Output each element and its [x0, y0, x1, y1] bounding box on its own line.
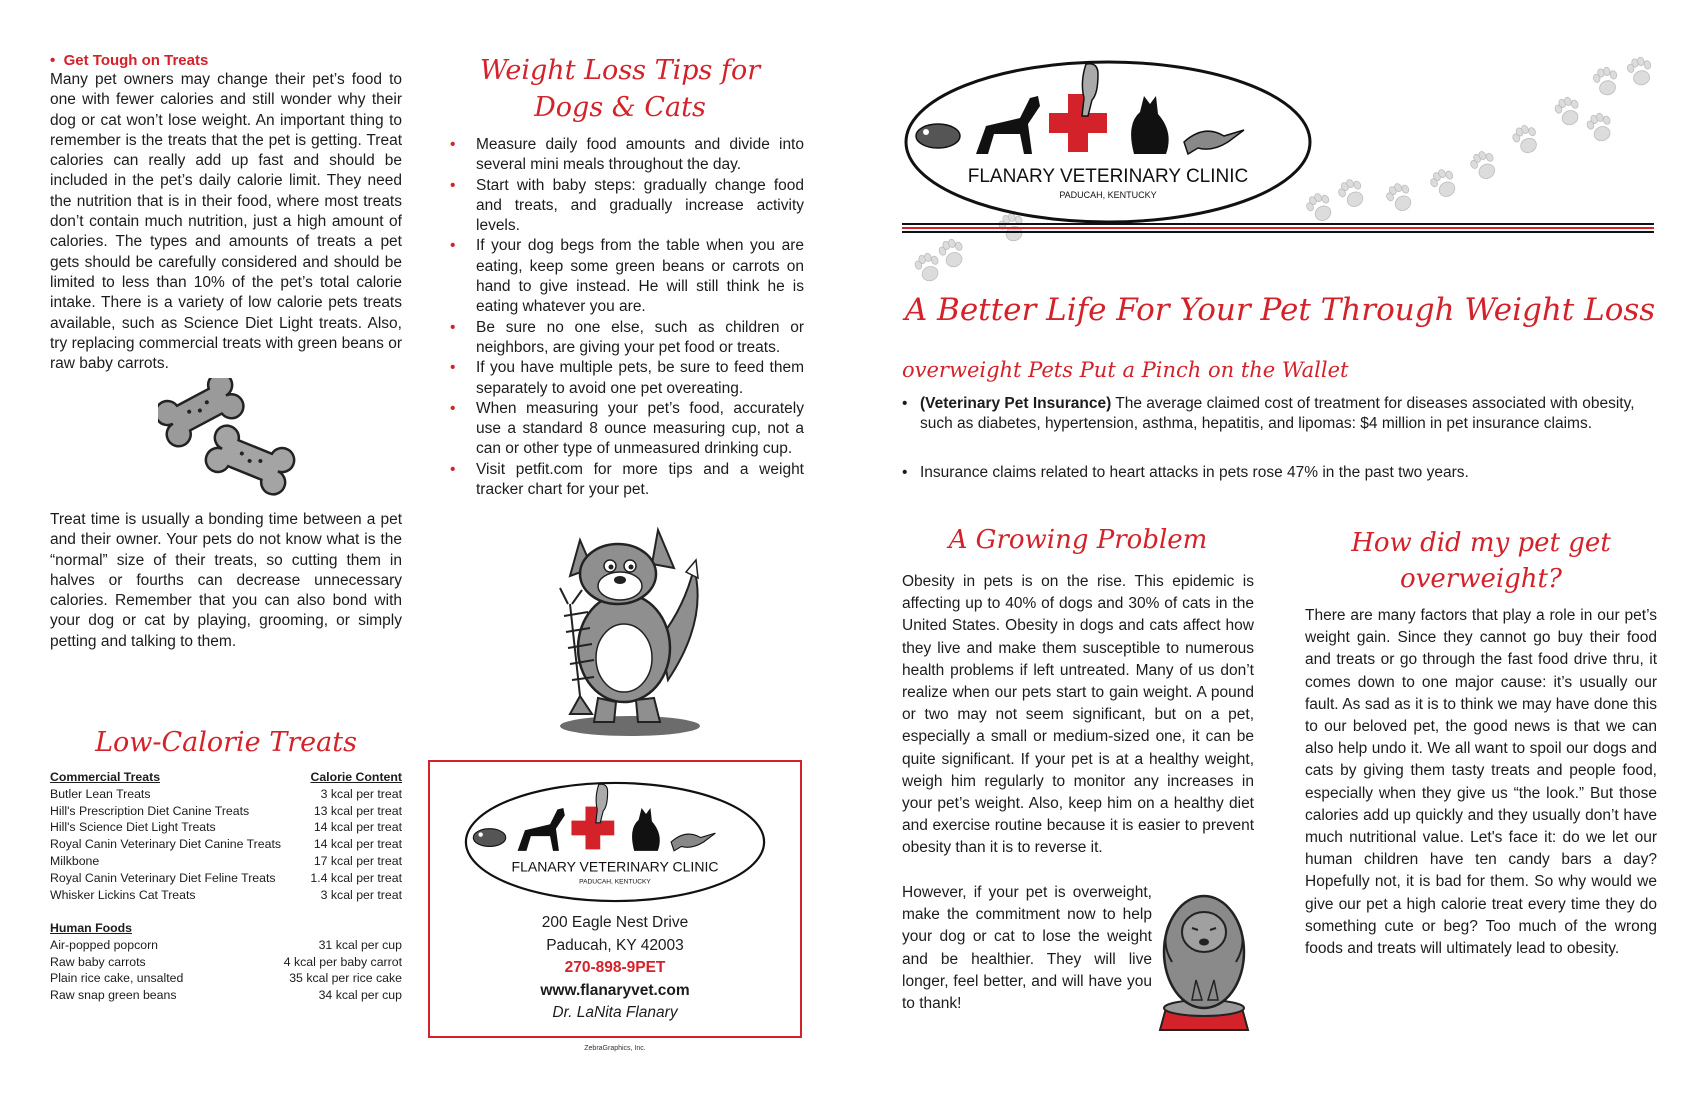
header-rule	[902, 223, 1654, 233]
calorie-value: 34 kcal per cup	[318, 988, 402, 1003]
tip-item: • When measuring your pet’s food, accurately use a standard 8 ounce measuring cup, not a can or other type of unmeasured drinking cup.	[450, 399, 804, 458]
tip-item: • Visit petfit.com for more tips and a weight tracker chart for your pet.	[450, 460, 804, 499]
treat-name: Butler Lean Treats	[50, 786, 151, 801]
table-header: Commercial Treats Calorie Content	[50, 770, 402, 784]
bullet-icon: •	[450, 237, 456, 255]
main-title: A Better Life For Your Pet Through Weight Loss	[904, 292, 1656, 328]
treat-name: Raw snap green beans	[50, 988, 177, 1003]
calorie-value: 4 kcal per baby carrot	[283, 954, 402, 969]
bullet-icon: •	[450, 136, 456, 153]
commitment-paragraph: However, if your pet is overweight, make the commitment now to help your dog or cat to lose the weight and be healthier. They will live longer, feel better, and will have you to thank!	[902, 884, 1152, 1013]
tip-item: • If you have multiple pets, be sure to feed them separately to avoid one pet overeating.	[450, 359, 804, 397]
table-header: Human Foods	[50, 921, 132, 935]
treat-name: Royal Canin Veterinary Diet Canine Treats	[50, 837, 282, 852]
treat-name: Whisker Lickins Cat Treats	[50, 887, 196, 902]
calorie-value: 35 kcal per rice cake	[289, 971, 402, 986]
dog-bones-illustration	[158, 378, 300, 500]
calorie-value: 1.4 kcal per treat	[310, 870, 402, 885]
calorie-value: 13 kcal per treat	[313, 803, 402, 818]
doctor-name: Dr. LaNita Flanary	[552, 1004, 678, 1021]
table-row	[50, 954, 402, 971]
calorie-value: 31 kcal per cup	[318, 937, 402, 952]
wallet-subtitle: overweight Pets Put a Pinch on the Wallet	[902, 358, 1349, 382]
hamster-icon	[916, 124, 960, 148]
bullet-icon: •	[450, 399, 456, 417]
table-row	[50, 803, 402, 820]
tip-item: • Start with baby steps: gradually change food and treats, and gradually increase activity levels.	[450, 176, 804, 235]
treat-name: Hill's Prescription Diet Canine Treats	[50, 803, 250, 818]
address-line-1: 200 Eagle Nest Drive	[541, 914, 689, 931]
clinic-logo	[458, 780, 772, 904]
get-tough-heading: • Get Tough on Treats	[50, 52, 209, 69]
tip-item: • Measure daily food amounts and divide into several mini meals throughout the day.	[450, 136, 804, 174]
calorie-value: 14 kcal per treat	[313, 837, 402, 852]
clinic-location: PADUCAH, KENTUCKY	[579, 878, 651, 886]
low-calorie-title: Low-Calorie Treats	[95, 727, 357, 758]
bullet-icon: •	[450, 359, 456, 377]
table-row	[50, 987, 402, 1004]
commercial-treats-table	[50, 769, 402, 903]
table-row	[50, 870, 402, 887]
bullet-icon: •	[450, 460, 456, 478]
bullet-icon: •	[902, 395, 908, 412]
fact-item: • (Veterinary Pet Insurance) The average claimed cost of treatment for diseases associated with obesity, such as diabetes, hypertension, asthma, hepatitis, and lipomas: $4 million in pet insurance claims.	[902, 395, 1635, 432]
treat-name: Royal Canin Veterinary Diet Feline Treats	[50, 870, 276, 885]
dog-on-scale-illustration	[1152, 882, 1256, 1042]
clinic-name: FLANARY VETERINARY CLINIC	[967, 166, 1249, 187]
cat-with-fish-skeleton-illustration	[540, 520, 710, 740]
how-overweight-paragraph: There are many factors that play a role in our pet’s weight gain. Since they cannot go buy their food and treats or go through the fast food drive thru, it comes down to one major cause: it’s usually our fault. As sad as it is to think we may have done this to our beloved pet, the good news is that we can also help undo it. We all want to spoil our dogs and cats by giving them tasty treats and people food, especially when they give us “the look.” But those calories add up quickly and they usually don’t have much nutritional value. Let's face it: do we let our human children have ten candy bars a day? Hopefully not, it is bad for them. So why would we give our pet a high calorie treat every time they do something cute or beg? Too much of the wrong foods and treats will ultimately lead to obesity.	[1305, 607, 1657, 958]
table-row	[50, 836, 402, 853]
clinic-logo-header	[902, 58, 1314, 226]
bullet-icon: •	[450, 176, 456, 194]
tip-item: • If your dog begs from the table when you are eating, keep some green beans or carrots on hand to give instead. He will still think he is eating whatever you are.	[450, 237, 804, 316]
bullet-icon: •	[50, 52, 64, 69]
tip-item: • Be sure no one else, such as children or neighbors, are giving your pet food or treats.	[450, 318, 804, 356]
tips-list	[450, 135, 804, 500]
calorie-value: 14 kcal per treat	[313, 820, 402, 835]
tips-title: Weight Loss Tips for Dogs & Cats	[479, 55, 761, 123]
calorie-value: 3 kcal per treat	[320, 786, 402, 801]
treat-name: Milkbone	[50, 853, 100, 868]
table-row	[50, 853, 402, 870]
hamster-icon	[473, 829, 505, 847]
growing-problem-paragraph: Obesity in pets is on the rise. This epidemic is affecting up to 40% of dogs and 30% of cats in the United States. Obesity in dogs and cats affect how they live and make them susceptible to numerous health problems if left untreated. Many of us don’t realize when our pets start to gain weight. A pound or two may not seem significant, but on a pet, especially a small or medium-sized one, it can be quite significant. If your pet is at a healthy weight, weigh him regularly to monitor any increases in your pet’s weight. Also, keep him on a healthy diet and exercise routine because it is easier to prevent obesity than it is to reverse it.	[902, 573, 1254, 857]
fact-item: • Insurance claims related to heart attacks in pets rose 47% in the past two years.	[902, 464, 1469, 481]
table-row	[50, 786, 402, 803]
table-row	[50, 970, 402, 987]
bullet-icon: •	[450, 318, 456, 336]
bullet-icon: •	[902, 464, 908, 481]
phone-number: 270-898-9PET	[564, 959, 666, 976]
table-row	[50, 937, 402, 954]
treat-name: Hill's Science Diet Light Treats	[50, 820, 216, 835]
growing-problem-title: A Growing Problem	[948, 525, 1208, 555]
table-row	[50, 887, 402, 904]
graphics-credit: ZebraGraphics, Inc.	[584, 1045, 646, 1052]
treat-name: Raw baby carrots	[50, 954, 146, 969]
treat-name: Plain rice cake, unsalted	[50, 971, 184, 986]
contact-lines	[430, 912, 800, 1025]
clinic-location: PADUCAH, KENTUCKY	[1059, 190, 1157, 200]
calorie-value: 3 kcal per treat	[320, 887, 402, 902]
address-line-2: Paducah, KY 42003	[546, 936, 684, 954]
clinic-contact-card	[428, 760, 802, 1038]
clinic-name: FLANARY VETERINARY CLINIC	[511, 858, 719, 875]
calorie-value: 17 kcal per treat	[313, 853, 402, 868]
treat-name: Air-popped popcorn	[50, 937, 159, 952]
bonding-paragraph: Treat time is usually a bonding time between a pet and their owner. Your pets do not know what is the “normal” size of their treats, so cutting them in halves or fourths can decrease unnecessary calories. Remember that you can also bond with your dog or cat by playing, grooming, or simply petting and talking to them.	[50, 511, 402, 650]
treats-paragraph: Many pet owners may change their pet’s food to one with fewer calories and still wonder why their dog or cat won’t lose weight. An important thing to remember is the treats that the pet is getting. Treat calories can really add up fast and should be included in the pet’s daily calorie limit. They need the nutrition that is in their food, where most treats don’t contain much nutrition, just a high amount of calories. The types and amounts of treats a pet gets should be carefully considered and should be limited to less than 10% of the pet’s total calorie intake. There is a variety of low calorie pets treats available, such as Science Diet Light treats. Also, try replacing commercial treats with green beans or raw baby carrots.	[50, 71, 402, 373]
how-overweight-title: How did my pet get overweight?	[1351, 528, 1611, 594]
human-foods-table	[50, 920, 402, 1004]
table-row	[50, 819, 402, 836]
website-link[interactable]: www.flanaryvet.com	[540, 981, 690, 999]
